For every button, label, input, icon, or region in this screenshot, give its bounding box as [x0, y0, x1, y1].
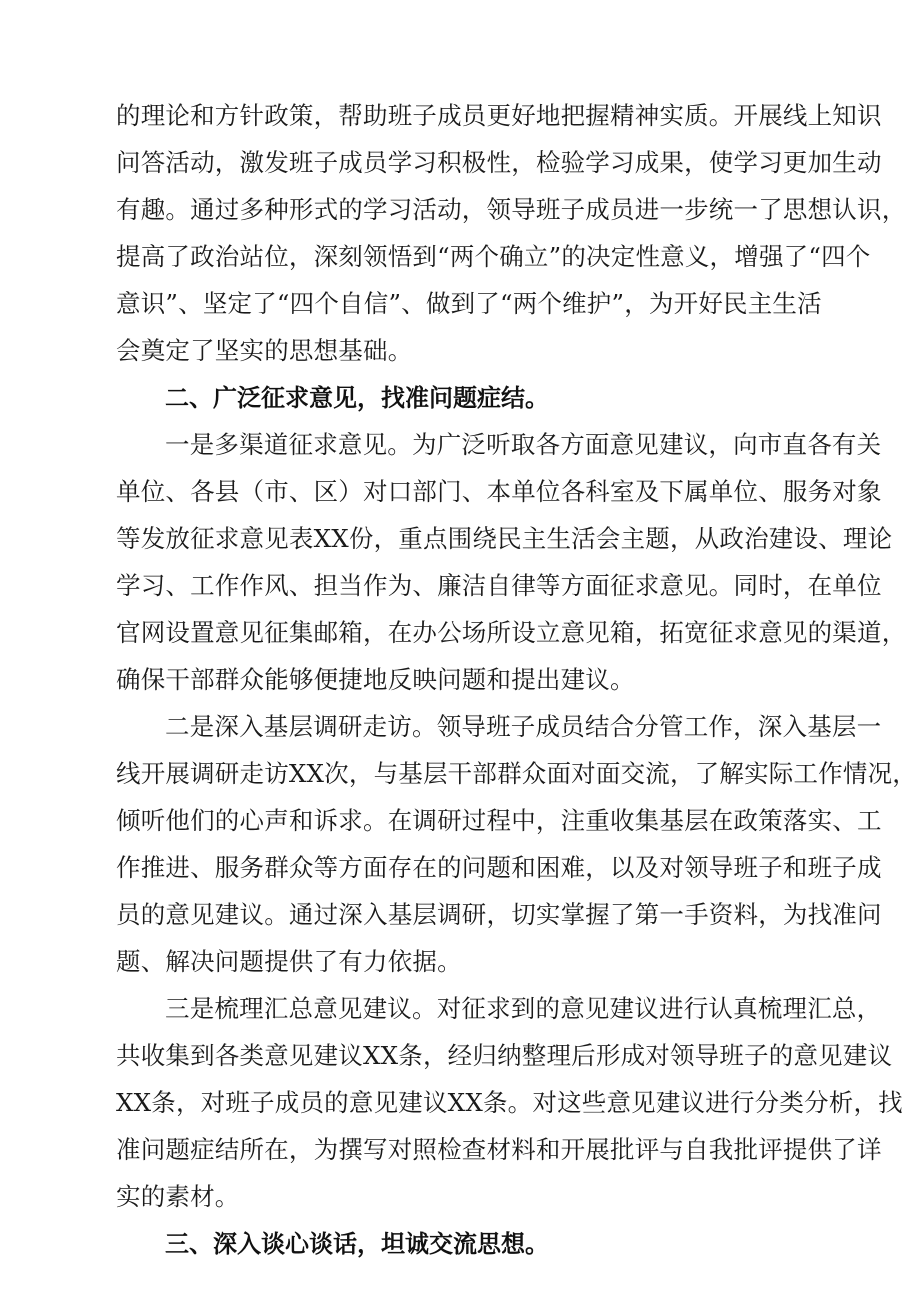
text-line: 问答活动，激发班子成员学习积极性，检验学习成果，使学习更加生动 [116, 148, 882, 177]
text-line: 会奠定了坚实的思想基础。 [116, 336, 413, 365]
text-line: 的理论和方针政策，帮助班子成员更好地把握精神实质。开展线上知识 [116, 101, 882, 130]
text-line: 单位、各县（市、区）对口部门、本单位各科室及下属单位、服务对象 [116, 477, 882, 506]
text-line: 倾听他们的心声和诉求。在调研过程中，注重收集基层在政策落实、工 [116, 806, 882, 835]
text-line: 一是多渠道征求意见。为广泛听取各方面意见建议，向市直各有关 [165, 430, 882, 459]
section-heading: 三、深入谈心谈话，坦诚交流思想。 [165, 1230, 549, 1258]
text-line: 意识”、坚定了“四个自信”、做到了“两个维护”，为开好民主生活 [116, 289, 822, 318]
text-line: 共收集到各类意见建议XX条，经归纳整理后形成对领导班子的意见建议 [116, 1041, 893, 1070]
text-line: 准问题症结所在，为撰写对照检查材料和开展批评与自我批评提供了详 [116, 1135, 882, 1164]
text-line: 二是深入基层调研走访。领导班子成员结合分管工作，深入基层一 [165, 712, 882, 741]
text-line: 官网设置意见征集邮箱，在办公场所设立意见箱，拓宽征求意见的渠道， [116, 618, 907, 647]
text-line: 实的素材。 [116, 1182, 240, 1211]
text-line: 三是梳理汇总意见建议。对征求到的意见建议进行认真梳理汇总， [165, 994, 882, 1023]
text-line: 题、解决问题提供了有力依据。 [116, 947, 462, 976]
text-line: 学习、工作作风、担当作为、廉洁自律等方面征求意见。同时，在单位 [116, 571, 882, 600]
text-line: XX条，对班子成员的意见建议XX条。对这些意见建议进行分类分析，找 [116, 1088, 903, 1117]
text-line: 提高了政治站位，深刻领悟到“两个确立”的决定性意义，增强了“四个 [116, 242, 871, 271]
text-line: 等发放征求意见表XX份，重点围绕民主生活会主题，从政治建设、理论 [116, 524, 893, 553]
text-line: 确保干部群众能够便捷地反映问题和提出建议。 [116, 665, 635, 694]
text-line: 有趣。通过多种形式的学习活动，领导班子成员进一步统一了思想认识， [116, 195, 907, 224]
text-line: 线开展调研走访XX次，与基层干部群众面对面交流，了解实际工作情况， [116, 759, 917, 788]
section-heading: 二、广泛征求意见，找准问题症结。 [165, 384, 549, 412]
text-line: 作推进、服务群众等方面存在的问题和困难，以及对领导班子和班子成 [116, 853, 882, 882]
text-line: 员的意见建议。通过深入基层调研，切实掌握了第一手资料，为找准问 [116, 900, 882, 929]
